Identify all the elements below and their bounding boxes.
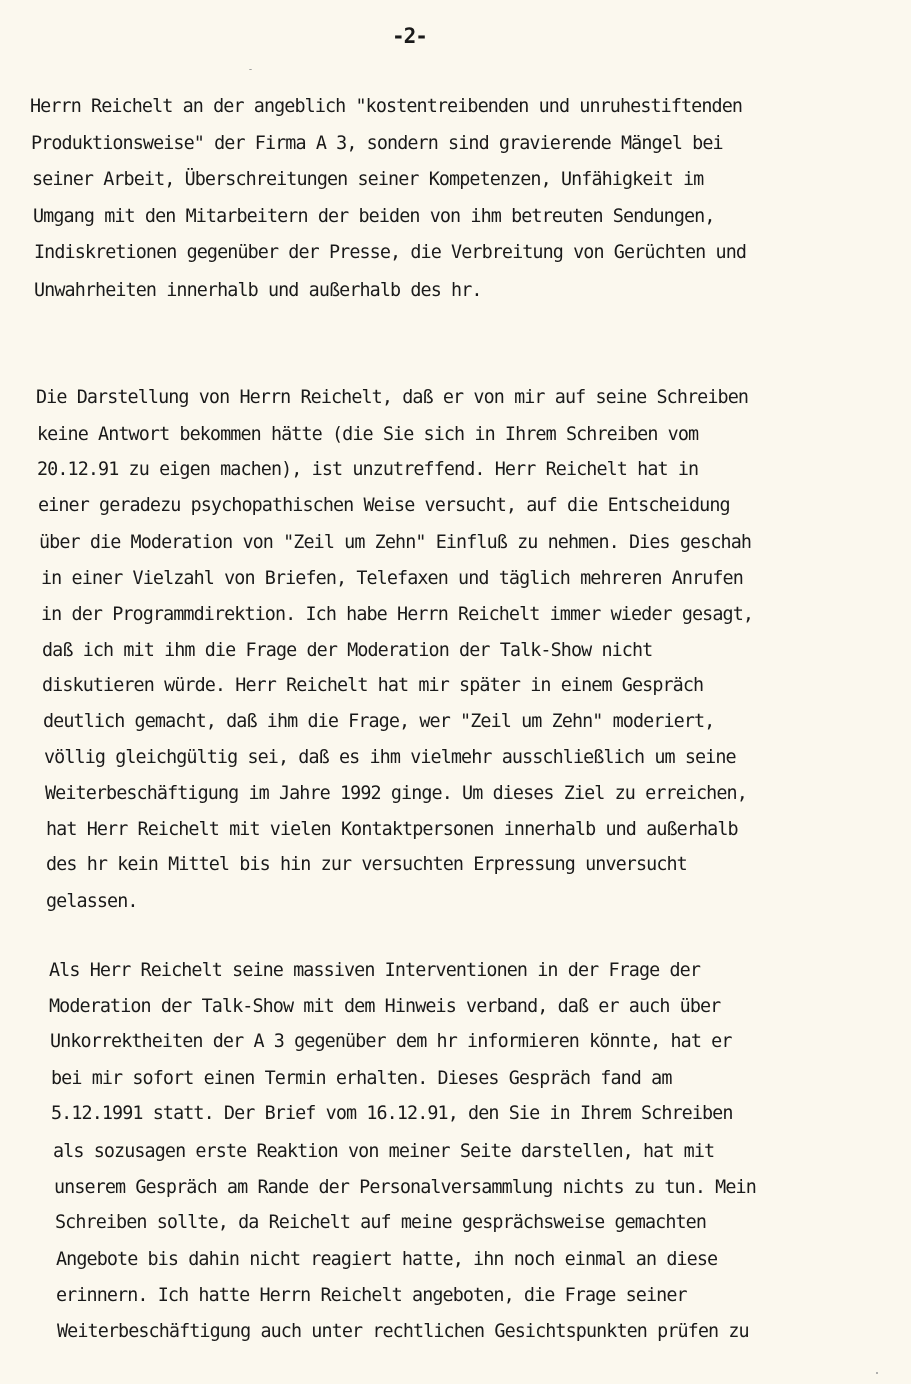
scan-speck	[249, 69, 252, 70]
text-line: deutlich gemacht, daß ihm die Frage, wer "Zeil um Zehn" moderiert,	[43, 711, 715, 732]
text-line: Als Herr Reichelt seine massiven Interventionen in der Frage der	[49, 960, 701, 981]
text-line: Unkorrektheiten der A 3 gegenüber dem hr informieren könnte, hat er	[50, 1031, 732, 1052]
text-line: daß ich mit ihm die Frage der Moderation der Talk-Show nicht	[42, 640, 653, 661]
page-number: -2-	[392, 24, 427, 48]
text-line: gelassen.	[46, 891, 138, 912]
text-line: diskutieren würde. Herr Reichelt hat mir später in einem Gespräch	[42, 675, 704, 696]
text-line: keine Antwort bekommen hätte (die Sie sich in Ihrem Schreiben vom	[37, 424, 699, 445]
text-line: Schreiben sollte, da Reichelt auf meine gesprächsweise gemachten	[55, 1212, 707, 1233]
text-line: in einer Vielzahl von Briefen, Telefaxen und täglich mehreren Anrufen	[41, 568, 743, 589]
text-line: seiner Arbeit, Überschreitungen seiner Kompetenzen, Unfähigkeit im	[32, 169, 704, 190]
text-line: 5.12.1991 statt. Der Brief vom 16.12.91, den Sie in Ihrem Schreiben	[51, 1103, 733, 1124]
text-line: Herrn Reichelt an der angeblich "kostentreibenden und unruhestiftenden	[30, 96, 743, 117]
text-line: erinnern. Ich hatte Herrn Reichelt angeboten, die Frage seiner	[56, 1285, 687, 1306]
text-line: hat Herr Reichelt mit vielen Kontaktpersonen innerhalb und außerhalb	[46, 819, 738, 840]
text-line: Produktionsweise" der Firma A 3, sondern sind gravierende Mängel bei	[31, 133, 723, 154]
scan-speck	[876, 1372, 878, 1374]
text-line: Die Darstellung von Herrn Reichelt, daß er von mir auf seine Schreiben	[36, 387, 749, 408]
text-line: Weiterbeschäftigung im Jahre 1992 ginge. Um dieses Ziel zu erreichen,	[45, 783, 747, 804]
text-line: 20.12.91 zu eigen machen), ist unzutreffend. Herr Reichelt hat in	[37, 459, 699, 480]
text-line: Unwahrheiten innerhalb und außerhalb des hr.	[34, 280, 482, 301]
text-line: des hr kein Mittel bis hin zur versuchten Erpressung unversucht	[46, 854, 687, 875]
text-line: bei mir sofort einen Termin erhalten. Dieses Gespräch fand am	[51, 1068, 672, 1089]
text-line: Angebote bis dahin nicht reagiert hatte, ihn noch einmal an diese	[56, 1249, 718, 1270]
text-line: Weiterbeschäftigung auch unter rechtlichen Gesichtspunkten prüfen zu	[57, 1321, 749, 1342]
text-line: völlig gleichgültig sei, daß es ihm vielmehr ausschließlich um seine	[44, 747, 736, 768]
text-line: über die Moderation von "Zeil um Zehn" Einfluß zu nehmen. Dies geschah	[39, 532, 752, 553]
text-line: einer geradezu psychopathischen Weise versucht, auf die Entscheidung	[38, 495, 730, 516]
text-line: Moderation der Talk-Show mit dem Hinweis verband, daß er auch über	[49, 996, 721, 1017]
text-line: in der Programmdirektion. Ich habe Herrn Reichelt immer wieder gesagt,	[41, 604, 754, 625]
text-line: unserem Gespräch am Rande der Personalversammlung nichts zu tun. Mein	[54, 1177, 756, 1198]
text-line: Indiskretionen gegenüber der Presse, die Verbreitung von Gerüchten und	[34, 242, 747, 263]
text-line: als sozusagen erste Reaktion von meiner Seite darstellen, hat mit	[53, 1141, 715, 1162]
text-line: Umgang mit den Mitarbeitern der beiden von ihm betreuten Sendungen,	[33, 206, 715, 227]
